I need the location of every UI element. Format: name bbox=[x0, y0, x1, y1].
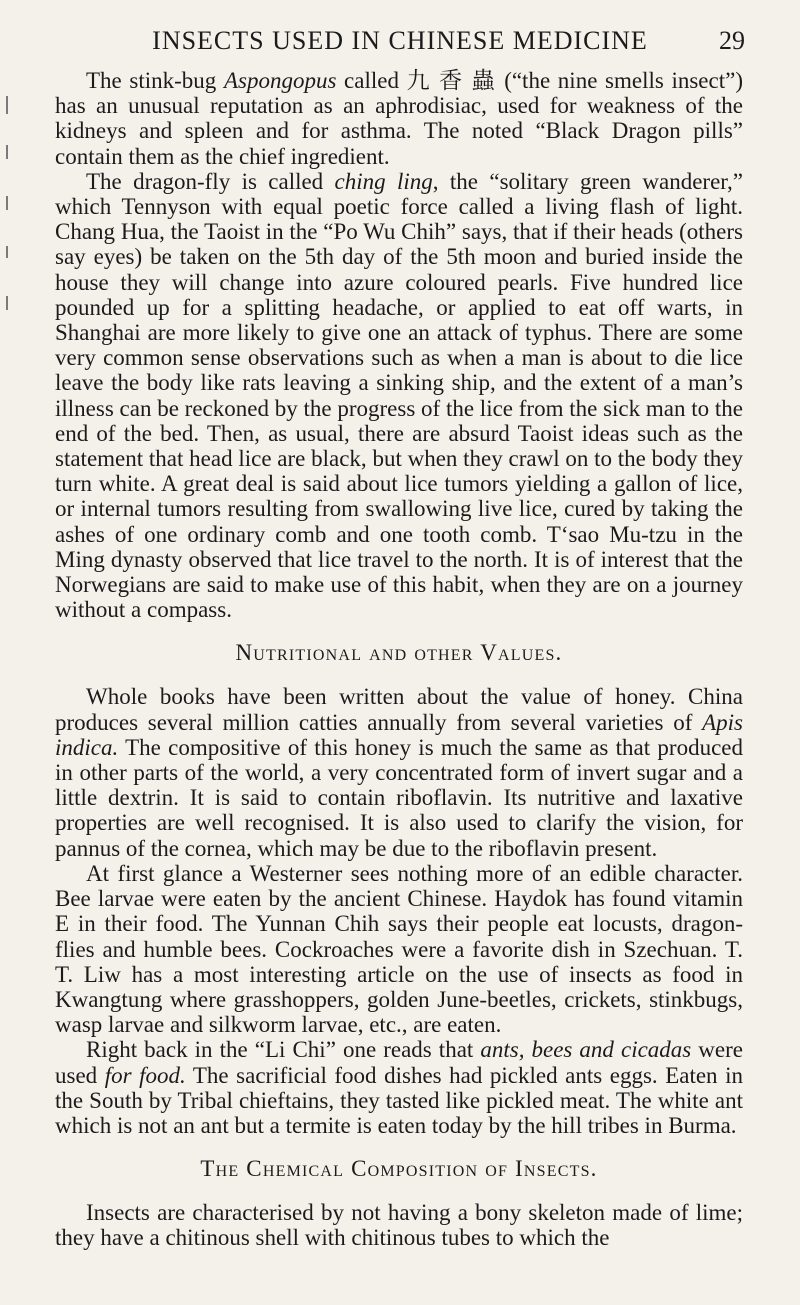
text-run: The compositive of this honey is much the same as that produced in other parts of the world, a very concentrated form of invert sugar and a little dextrin. It is said to contain riboflavin. Its nutritive and laxative properties are well recognised. It is also used to clarify the vision, for pannus of the cornea, which may be due to the riboflavin present. bbox=[55, 734, 743, 861]
page-number: 29 bbox=[719, 26, 745, 55]
paragraph-dragon-fly bbox=[55, 169, 743, 623]
paragraph-stink-bug bbox=[55, 68, 743, 169]
page-body bbox=[55, 68, 743, 1251]
page-header bbox=[55, 26, 745, 60]
italic-term: ching ling bbox=[334, 168, 433, 194]
binding-edge-mark bbox=[6, 296, 8, 310]
text-run: Whole books have been written about the value of honey. China produces several million catties annually from several varieties of bbox=[55, 684, 743, 735]
text-run: The dragon-fly is called bbox=[86, 168, 335, 194]
text-run: were used bbox=[55, 1037, 743, 1088]
text-run: The sacrificial food dishes had pickled ants eggs. Eaten in the South by Tribal chieftains, they tasted like pickled meat. The white ant which is not an ant but a termite is eaten today by the hill tribes in Burma. bbox=[55, 1062, 743, 1138]
paragraph-li-chi bbox=[55, 1037, 743, 1138]
text-run: The stink-bug bbox=[86, 68, 224, 93]
paragraph-chitin: Insects are characterised by not having a bony skeleton made of lime; they have a chitinous shell with chitinous tubes to which the bbox=[55, 1200, 743, 1251]
italic-phrase: ants, bees and cicadas bbox=[480, 1037, 692, 1063]
section-heading-nutritional: Nutritional and other Values. bbox=[235, 640, 563, 666]
paragraph-edible-insects: At first glance a Westerner sees nothing more of an edible character. Bee larvae were eaten by the ancient Chinese. Haydok has found vitamin E in their food. The Yunnan Chih says their people eat locusts, dragon-flies and humble bees. Cockroaches were a favorite dish in Szechuan. T. T. Liw has a most interesting article on the use of insects as food in Kwangtung where grasshoppers, golden June-beetles, crickets, stinkbugs, wasp larvae and silkworm larvae, etc., are eaten. bbox=[55, 860, 743, 1038]
paragraph-honey bbox=[55, 684, 743, 860]
running-title: INSECTS USED IN CHINESE MEDICINE bbox=[152, 26, 648, 55]
species-name: Aspongopus bbox=[223, 68, 337, 93]
species-name: Apis indica. bbox=[55, 709, 743, 760]
text-run: , the “solitary green wanderer,” which Tennyson with equal poetic force called a living flash of light. Chang Hua, the Taoist in the “Po Wu Chih” says, that if their heads (others say eyes) be taken on the 5th day of the 5th moon and buried inside the house they will change into azure coloured pearls. Five hundred lice pounded up for a splitting headache, or applied to eat off warts, in Shanghai are more likely to give one an attack of typhus. There are some very common sense observations such as when a man is about to die lice leave the body like rats leaving a sinking ship, and the extent of a man’s illness can be reckoned by the progress of the lice from the sick man to the end of the bed. Then, as usual, there are absurd Taoist ideas such as the statement that head lice are black, but when they crawl on to the body they turn white. A great deal is said about lice tumors yielding a gallon of lice, or internal tumors resulting from swallowing live lice, cured by taking the ashes of one ordinary comb and one tooth comb. T‘sao Mu-tzu in the Ming dynasty observed that lice travel to the north. It is of interest that the Norwegians are said to make use of this habit, when they are on a journey without a compass. bbox=[55, 168, 743, 623]
binding-edge-mark bbox=[6, 246, 8, 258]
text-run: Right back in the “Li Chi” one reads that bbox=[86, 1037, 481, 1063]
text-run: called 九 香 蟲 (“the nine smells insect”) has an unusual reputation as an aphrodisiac, used for weakness of the kidneys and spleen and for asthma. The noted “Black Dragon pills” contain them as the chief ingredient. bbox=[55, 68, 743, 169]
binding-edge-mark bbox=[6, 96, 8, 114]
binding-edge-mark bbox=[6, 196, 8, 210]
section-heading-chemical: The Chemical Composition of Insects. bbox=[200, 1156, 598, 1182]
italic-phrase: for food. bbox=[104, 1062, 186, 1088]
binding-edge-mark bbox=[6, 145, 8, 159]
